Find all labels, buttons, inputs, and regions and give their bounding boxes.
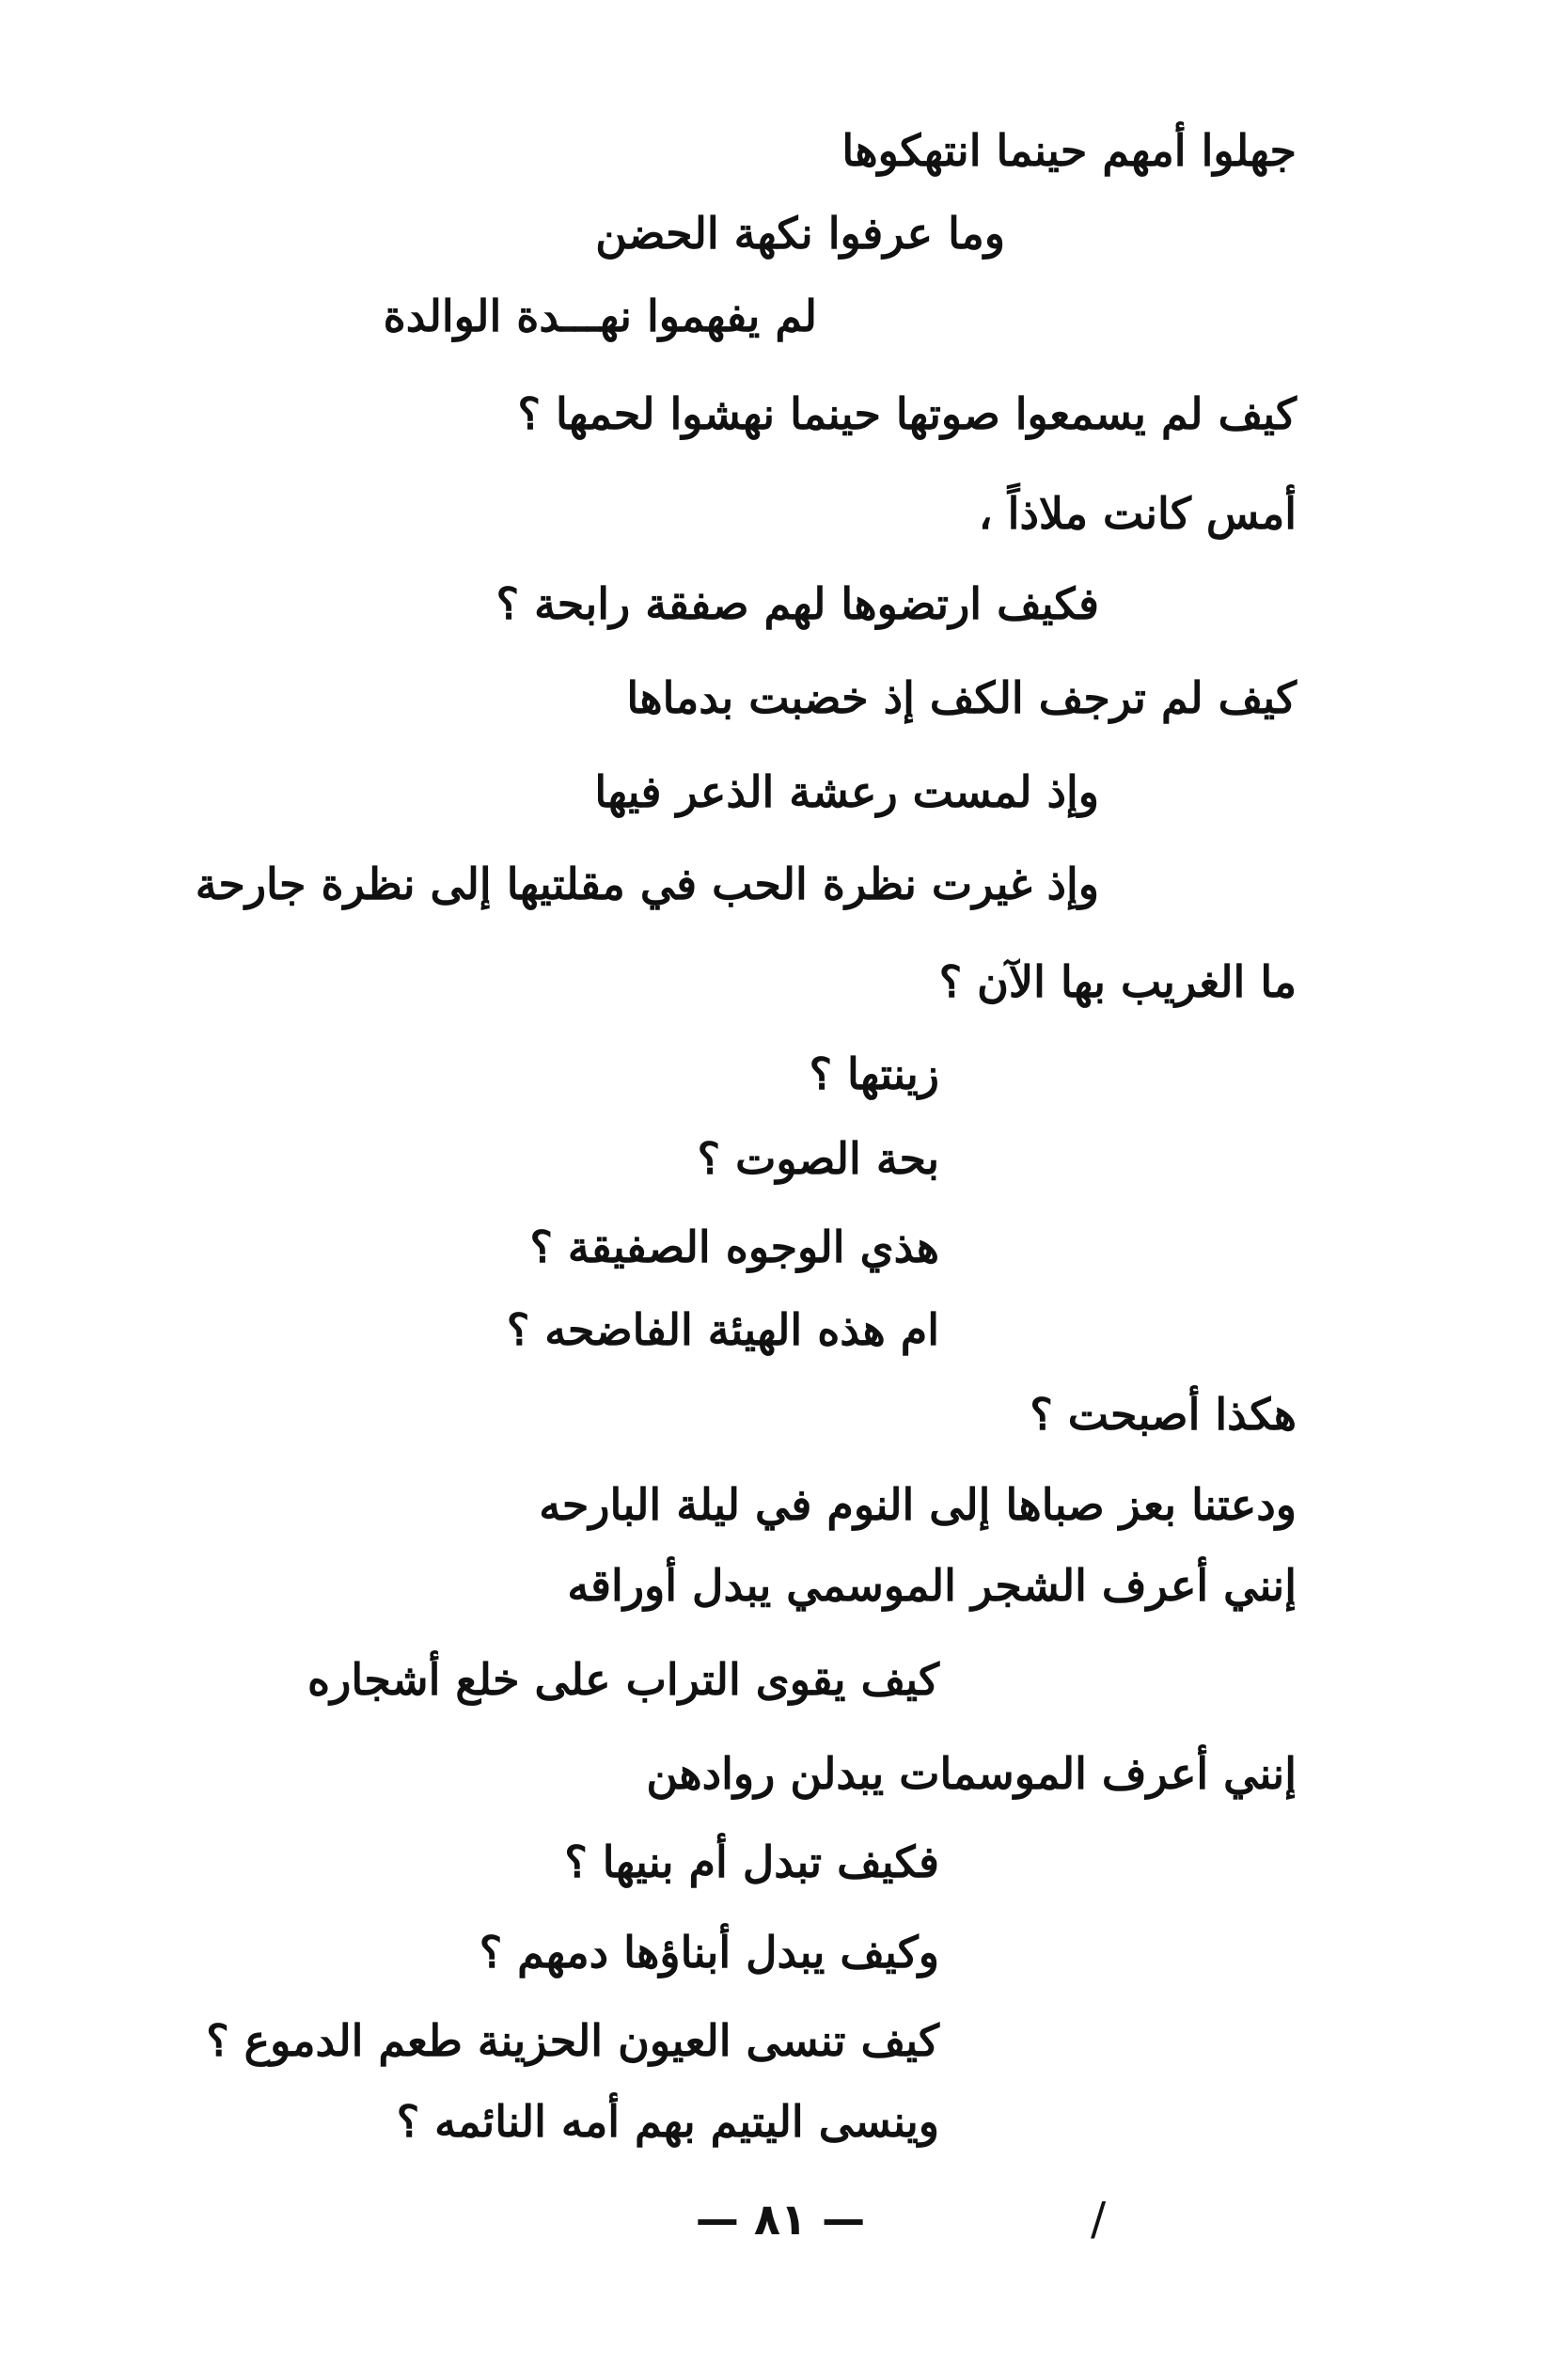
poem-line: كيف لم ترجف الكف إذ خضبت بدماها [626, 672, 1297, 723]
poem-line: كيف يقوى التراب على خلع أشجاره [307, 1654, 939, 1705]
poem-line: أمس كانت ملاذاً ، [978, 488, 1297, 539]
poem-line: ام هذه الهيئة الفاضحه ؟ [506, 1304, 939, 1355]
poem-line: كيف لم يسمعوا صوتها حينما نهشوا لحمها ؟ [517, 388, 1297, 439]
poem-line: ما الغريب بها الآن ؟ [938, 956, 1297, 1007]
poem-line: جهلوا أمهم حينما انتهكوها [841, 125, 1297, 176]
poem-line: فكيف ارتضوها لهم صفقة رابحة ؟ [495, 578, 1099, 629]
margin-mark: / [1091, 2193, 1107, 2246]
poem-line: فكيف تبدل أم بنيها ؟ [564, 1836, 939, 1887]
poem-line: كيف تنسى العيون الحزينة طعم الدموع ؟ [206, 2015, 939, 2066]
poem-line: وما عرفوا نكهة الحضن [595, 208, 1005, 259]
poem-line: ودعتنا بعز صباها إلى النوم في ليلة البارحه [539, 1479, 1297, 1530]
poem-line: وإذ لمست رعشة الذعر فيها [594, 766, 1099, 817]
poem-line: إنني أعرف الشجر الموسمي يبدل أوراقه [567, 1560, 1297, 1611]
poem-line: وإذ غيرت نظرة الحب في مقلتيها إلى نظرة جارحة [195, 859, 1099, 909]
poem-line: وكيف يبدل أبناؤها دمهم ؟ [479, 1927, 939, 1978]
poem-line: زينتها ؟ [809, 1048, 939, 1099]
poem-line: بحة الصوت ؟ [697, 1133, 939, 1184]
poem-line: إنني أعرف الموسمات يبدلن روادهن [646, 1748, 1297, 1799]
poem-line: وينسى اليتيم بهم أمه النائمه ؟ [396, 2096, 939, 2147]
page-number: — ٨١ — [695, 2194, 866, 2245]
poem-line: هذي الوجوه الصفيقة ؟ [529, 1222, 939, 1272]
poem-line: لم يفهموا نهـــدة الوالدة [383, 291, 817, 341]
poem-line: هكذا أصبحت ؟ [1030, 1389, 1297, 1440]
